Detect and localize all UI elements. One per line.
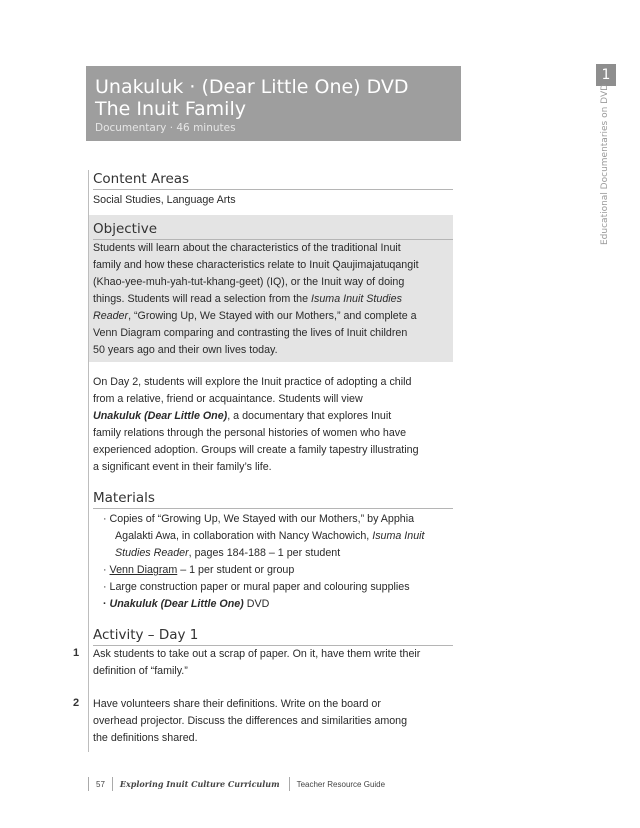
- materials-list: [93, 511, 453, 613]
- reader-title-italic: Studies Reader: [115, 547, 189, 559]
- materials-item-text: Agalakti Awa, in collaboration with Nancy Wachowich,: [115, 530, 373, 542]
- venn-diagram-link[interactable]: Venn Diagram: [109, 564, 178, 576]
- objective-line-text: , “Growing Up, We Stayed with our Mothers,” and complete a: [128, 310, 417, 322]
- objective-heading: Objective: [93, 220, 453, 240]
- footer-divider: [112, 777, 113, 791]
- day2-line-text: , a documentary that explores Inuit: [227, 410, 392, 422]
- materials-item-text: – 1 per student or group: [177, 564, 295, 576]
- step-number: 1: [73, 647, 80, 659]
- objective-line: (Khao-yee-muh-yah-tut-khang-geet) (IQ), or the Inuit way of doing: [93, 276, 405, 288]
- content-areas-text: Social Studies, Language Arts: [93, 194, 236, 206]
- step-line: the definitions shared.: [93, 732, 198, 744]
- step-number: 2: [73, 697, 80, 709]
- page-footer: [88, 777, 385, 791]
- materials-item: · Large construction paper or mural paper and colouring supplies: [103, 581, 410, 593]
- objective-line: Students will learn about the characteristics of the traditional Inuit: [93, 242, 401, 254]
- step-line: Ask students to take out a scrap of paper. On it, have them write their: [93, 648, 421, 660]
- materials-item: [103, 562, 453, 579]
- materials-heading: Materials: [93, 489, 453, 509]
- bullet: ·: [103, 598, 110, 610]
- footer-divider: [88, 777, 89, 791]
- step-line: definition of “family.”: [93, 665, 188, 677]
- page-title-line-2: The Inuit Family: [95, 98, 246, 120]
- film-title: Unakuluk (Dear Little One): [93, 410, 228, 422]
- day2-paragraph: [93, 374, 453, 476]
- objective-line-text: things. Students will read a selection from the: [93, 293, 312, 305]
- objective-line: Venn Diagram comparing and contrasting the lives of Inuit children: [93, 327, 408, 339]
- reader-title-italic: Reader: [93, 310, 129, 322]
- objective-text: [93, 240, 453, 359]
- page-number: 57: [96, 779, 105, 789]
- reader-title-italic: Isuma Inuit Studies: [311, 293, 402, 305]
- materials-item-text: · Copies of “Growing Up, We Stayed with our Mothers,” by Apphia: [103, 513, 415, 525]
- step-line: Have volunteers share their definitions. Write on the board or: [93, 698, 381, 710]
- content-areas-heading: Content Areas: [93, 170, 453, 190]
- objective-line: [93, 291, 453, 308]
- page-subtitle: Documentary · 46 minutes: [95, 122, 236, 134]
- objective-line: 50 years ago and their own lives today.: [93, 344, 278, 356]
- step-line: overhead projector. Discuss the differences and similarities among: [93, 715, 408, 727]
- footer-guide-type: Teacher Resource Guide: [296, 779, 386, 789]
- objective-section: [93, 220, 453, 359]
- footer-divider: [289, 777, 290, 791]
- activity-step-2: [93, 696, 453, 747]
- day2-line: a significant event in their family’s life.: [93, 461, 272, 473]
- page-title-line-1: Unakuluk · (Dear Little One) DVD: [95, 76, 409, 98]
- film-title: Unakuluk (Dear Little One): [109, 598, 244, 610]
- day2-line: experienced adoption. Groups will create a family tapestry illustrating: [93, 444, 419, 456]
- day2-line: from a relative, friend or acquaintance. Students will view: [93, 393, 363, 405]
- objective-line: family and how these characteristics relate to Inuit Qaujimajatuqangit: [93, 259, 419, 271]
- footer-guide-title: Exploring Inuit Culture Curriculum: [119, 779, 280, 789]
- activity-section: [93, 626, 453, 646]
- activity-heading: Activity – Day 1: [93, 626, 453, 646]
- activity-step-1: [93, 646, 453, 680]
- day2-line: family relations through the personal histories of women who have: [93, 427, 407, 439]
- materials-item-text: DVD: [243, 598, 270, 610]
- chapter-vertical-label: Educational Documentaries on DVD: [600, 83, 610, 245]
- materials-section: [93, 489, 453, 613]
- reader-title-italic: Isuma Inuit: [372, 530, 425, 542]
- materials-item: [103, 596, 453, 613]
- bullet: ·: [103, 564, 110, 576]
- materials-item: [103, 511, 453, 562]
- day2-line: [93, 408, 453, 425]
- chapter-number-tab: 1: [596, 64, 616, 86]
- title-banner: [86, 66, 461, 141]
- day2-line: On Day 2, students will explore the Inuit practice of adopting a child: [93, 376, 412, 388]
- content-areas-section: [93, 170, 453, 209]
- materials-item-text: , pages 184-188 – 1 per student: [188, 547, 341, 559]
- objective-line: [93, 308, 453, 325]
